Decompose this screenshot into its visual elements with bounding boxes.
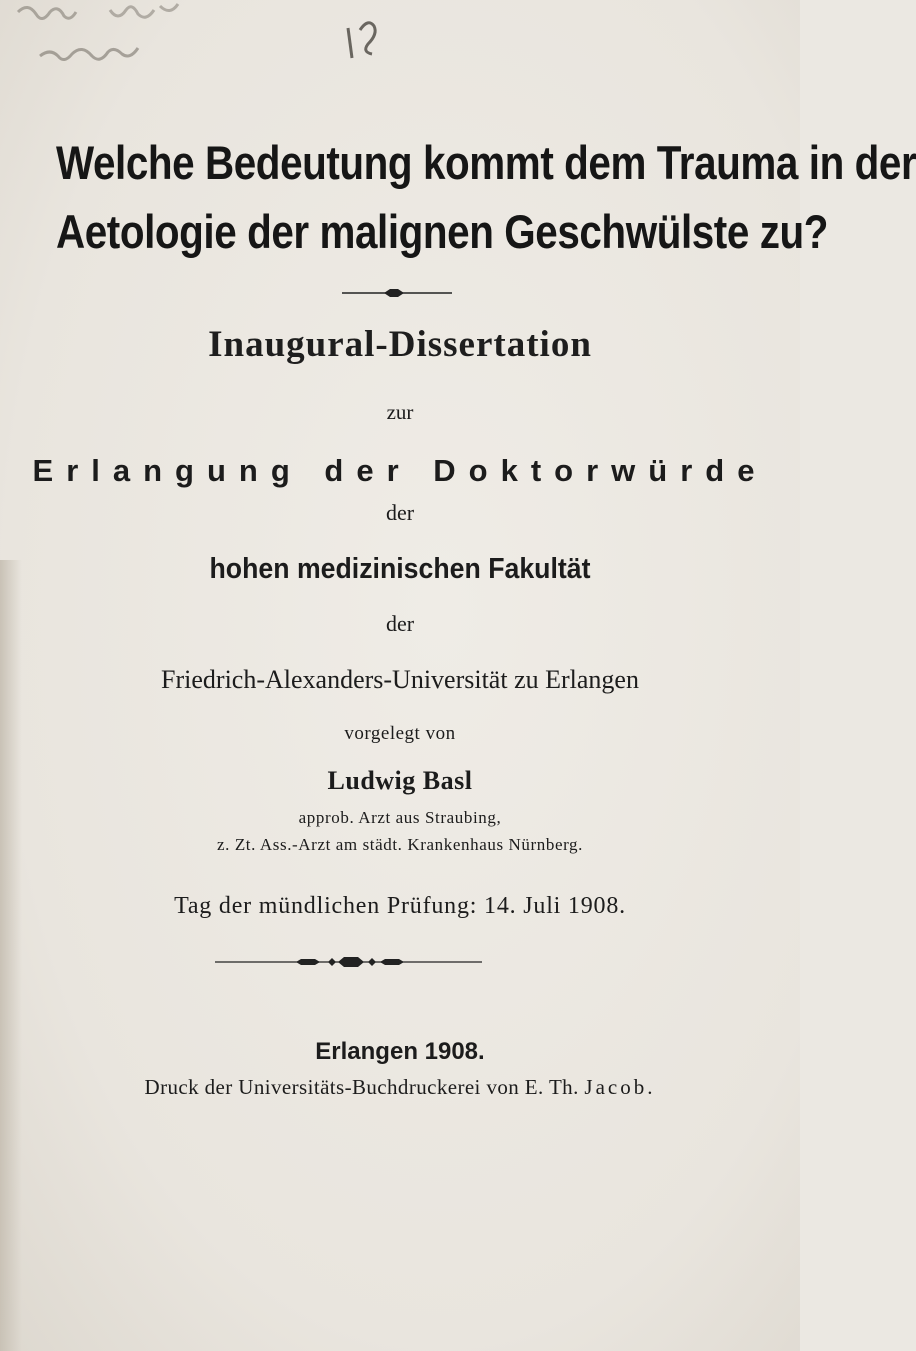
printer-prefix: Druck der Universitäts-Buchdruckerei von E. Th. [144, 1075, 579, 1099]
title-line-2: Aetologie der malignen Geschwülste zu? [56, 205, 828, 258]
imprint-city-year: Erlangen 1908. [315, 1038, 485, 1065]
wide-ornament-rule [0, 955, 800, 969]
handwritten-note [0, 0, 420, 90]
erlangung-line: Erlangung der Doktorwürde [32, 453, 768, 488]
university-line: Friedrich-Alexanders-Universität zu Erlangen [161, 665, 639, 694]
author-position: z. Zt. Ass.-Arzt am städt. Krankenhaus Nürnberg. [216, 835, 584, 854]
der-text-1: der [385, 500, 415, 525]
author-name: Ludwig Basl [327, 766, 473, 795]
small-ornament-rule [0, 286, 800, 300]
zur-text: zur [386, 400, 414, 424]
title-line-1: Welche Bedeutung kommt dem Trauma in der [56, 136, 916, 189]
dissertation-heading: Inaugural-Dissertation [208, 324, 592, 365]
printer-name: Jacob. [584, 1075, 656, 1099]
faculty-line: hohen medizinischen Fakultät [209, 553, 591, 585]
author-credentials: approb. Arzt aus Straubing, [298, 808, 502, 827]
printer-line [0, 1075, 800, 1100]
der-text-2: der [385, 611, 415, 636]
exam-date: Tag der mündlichen Prüfung: 14. Juli 1908. [174, 893, 626, 919]
submitted-by-label: vorgelegt von [344, 723, 456, 744]
